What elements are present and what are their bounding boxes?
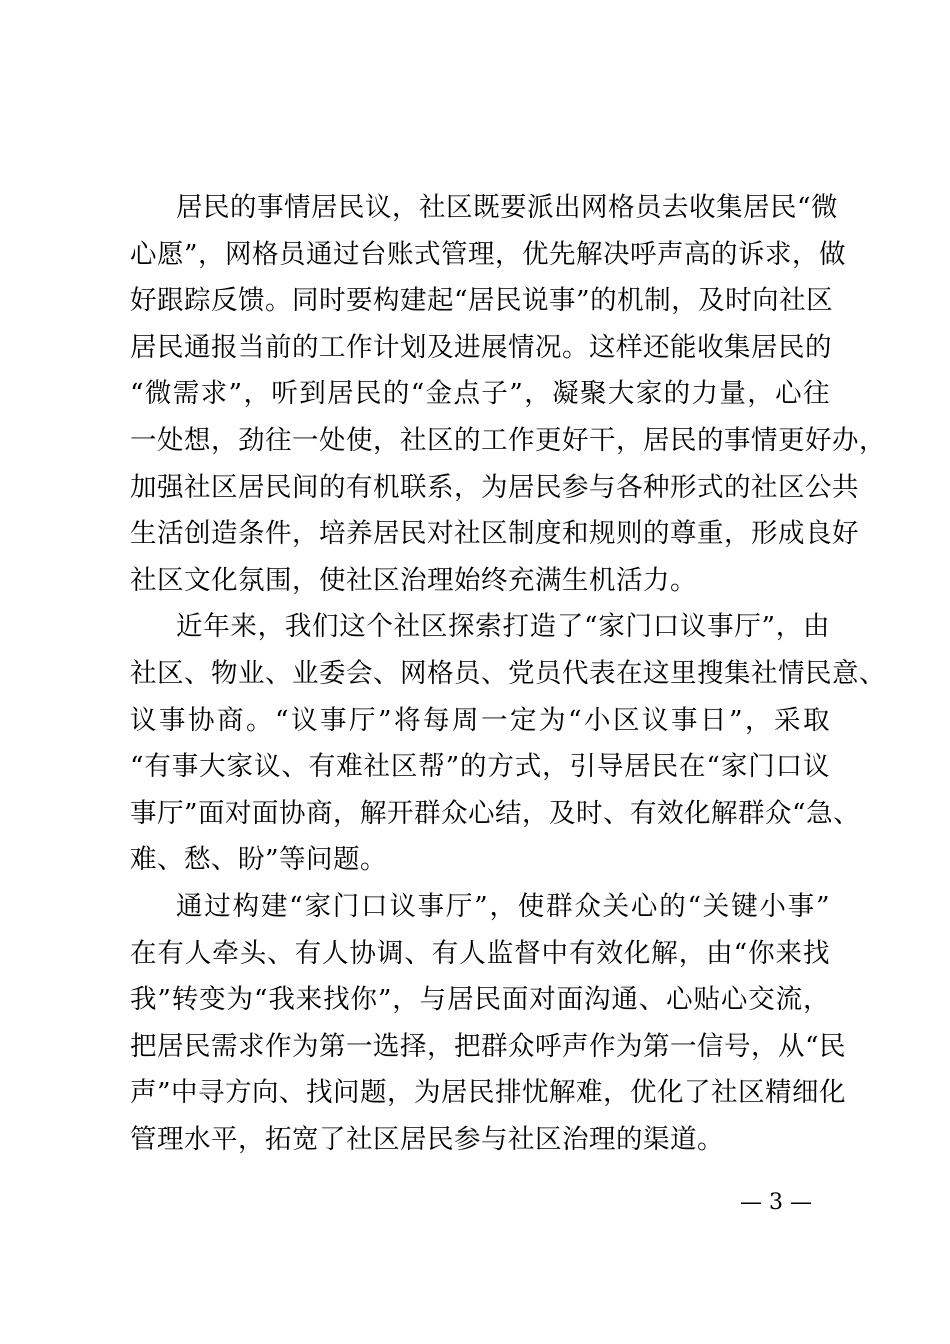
text-line: “微需求”，听到居民的“金点子”，凝聚大家的力量，心往 <box>130 378 830 410</box>
text-line: 把居民需求作为第一选择，把群众呼声作为第一信号，从“民 <box>130 1030 847 1062</box>
text-line: 居民通报当前的工作计划及进展情况。这样还能收集居民的 <box>130 331 832 363</box>
page-number: — 3 — <box>740 1190 812 1215</box>
paragraph-2 <box>130 604 886 884</box>
text-line: 管理水平，拓宽了社区居民参与社区治理的渠道。 <box>130 1123 724 1155</box>
text-line: 加强社区居民间的有机联系，为居民参与各种形式的社区公共 <box>130 471 859 503</box>
text-line: 心愿”，网格员通过台账式管理，优先解决呼声高的诉求，做 <box>130 238 847 270</box>
paragraph-1 <box>130 185 886 604</box>
text-line: 好跟踪反馈。同时要构建起“居民说事”的机制，及时向社区 <box>130 285 834 317</box>
text-line: 事厅”面对面协商，解开群众心结，及时、有效化解群众“急、 <box>130 797 861 829</box>
text-line: 通过构建“家门口议事厅”，使群众关心的“关键小事” <box>176 890 830 922</box>
text-line: 居民的事情居民议，社区既要派出网格员去收集居民“微 <box>176 192 839 223</box>
body-text <box>130 185 886 1163</box>
text-line: 在有人牵头、有人协调、有人监督中有效化解，由“你来找 <box>130 937 830 969</box>
text-line: “有事大家议、有难社区帮”的方式，引导居民在“家门口议 <box>130 751 830 783</box>
text-line: 生活创造条件，培养居民对社区制度和规则的尊重，形成良好 <box>130 518 859 550</box>
text-line: 一处想，劲往一处使，社区的工作更好干，居民的事情更好办， <box>130 424 886 456</box>
text-line: 社区、物业、业委会、网格员、党员代表在这里搜集社情民意、 <box>130 657 886 689</box>
text-line: 近年来，我们这个社区探索打造了“家门口议事厅”，由 <box>176 611 830 643</box>
text-line: 议事协商。“议事厅”将每周一定为“小区议事日”，采取 <box>130 704 830 736</box>
text-line: 我”转变为“我来找你”，与居民面对面沟通、心贴心交流， <box>130 984 830 1016</box>
text-line: 声”中寻方向、找问题，为居民排忧解难，优化了社区精细化 <box>130 1077 847 1109</box>
text-line: 难、愁、盼”等问题。 <box>130 844 388 876</box>
paragraph-3 <box>130 884 847 1164</box>
text-line: 社区文化氛围，使社区治理始终充满生机活力。 <box>130 564 697 596</box>
